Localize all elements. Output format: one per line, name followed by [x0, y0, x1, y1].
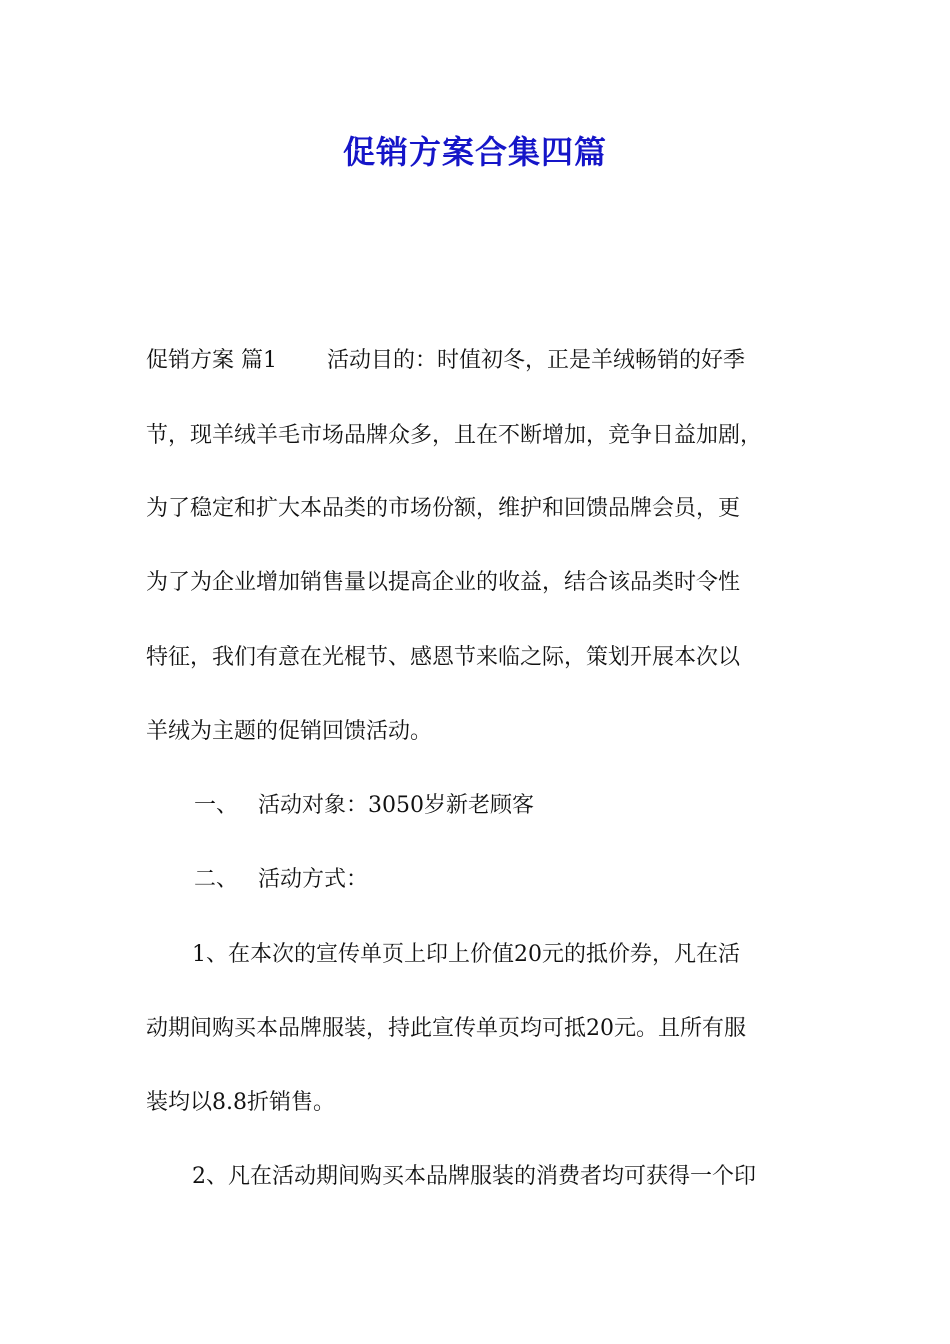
section-number: 二、: [194, 867, 239, 892]
paragraph-line: 羊绒为主题的促销回馈活动。: [146, 719, 433, 744]
document-title: 促销方案合集四篇: [342, 133, 607, 171]
section-one: [146, 788, 874, 824]
paragraph-text: 活动目的：时值初冬，正是羊绒畅销的好季: [327, 348, 746, 373]
list-item-line: 装均以8.8折销售。: [146, 1090, 335, 1115]
paragraph-line: 节，现羊绒羊毛市场品牌众多，且在不断增加，竞争日益加剧，: [146, 423, 763, 448]
section-text: 活动对象：3050岁新老顾客: [258, 793, 535, 818]
list-item-line: 2、凡在活动期间购买本品牌服装的消费者均可获得一个印: [192, 1164, 756, 1189]
list-item-line: 1、在本次的宣传单页上印上价值20元的抵价券，凡在活: [192, 942, 740, 967]
section-number: 一、: [194, 793, 239, 818]
section-heading-label: 促销方案 篇1: [146, 348, 277, 373]
section-two: [146, 862, 874, 898]
list-item-line: 动期间购买本品牌服装，持此宣传单页均可抵20元。且所有服: [146, 1016, 746, 1041]
paragraph-line: 为了为企业增加销售量以提高企业的收益，结合该品类时令性: [146, 570, 741, 595]
paragraph-line: 特征，我们有意在光棍节、感恩节来临之际，策划开展本次以: [146, 645, 741, 670]
paragraph-line: 为了稳定和扩大本品类的市场份额，维护和回馈品牌会员，更: [146, 496, 741, 521]
paragraph-line: [146, 343, 826, 379]
section-text: 活动方式：: [258, 867, 369, 892]
